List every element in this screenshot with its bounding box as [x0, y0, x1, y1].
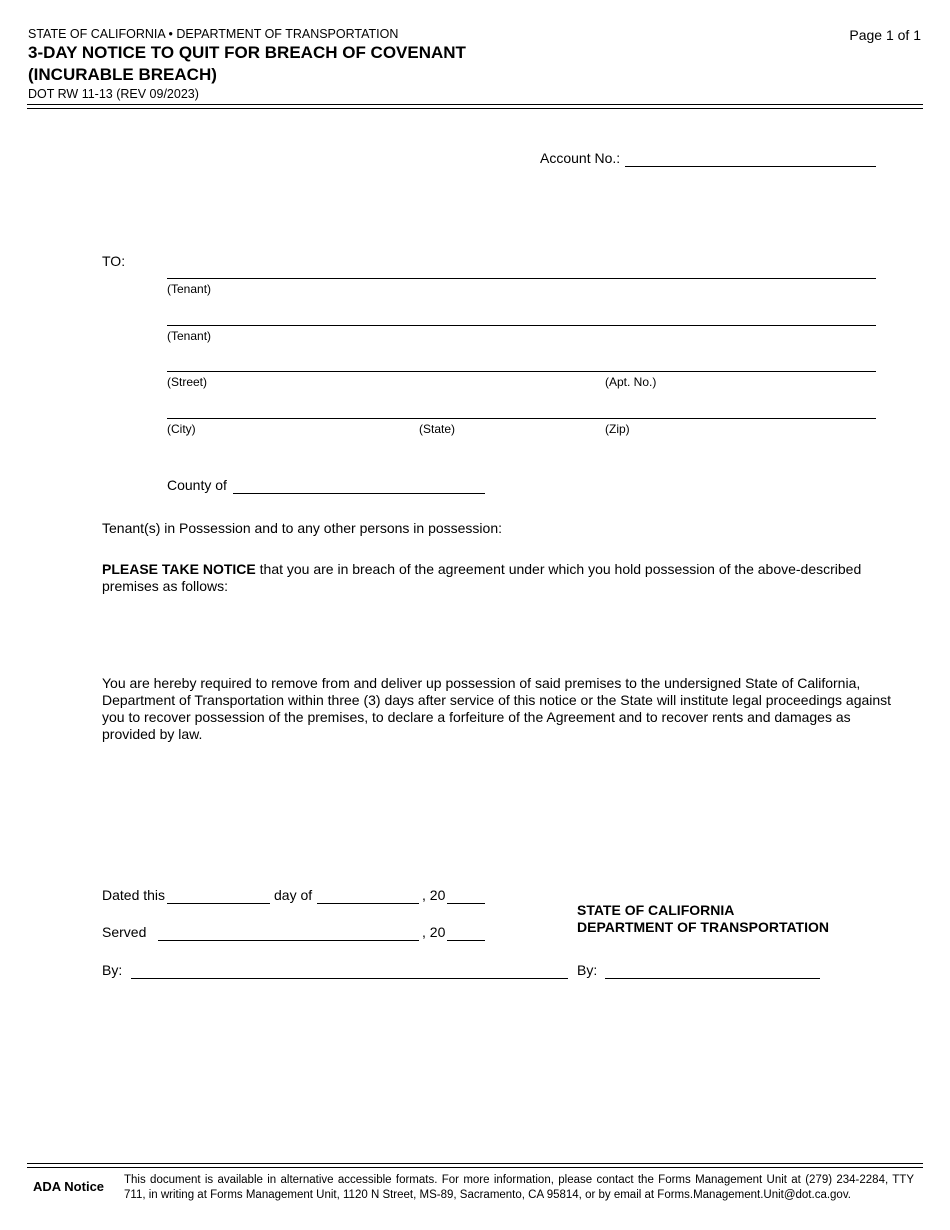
street-caption: (Street): [167, 375, 208, 389]
agency-signature-line1: STATE OF CALIFORNIA: [577, 902, 735, 918]
tenant-2-caption: (Tenant): [167, 329, 212, 343]
dated-year-input[interactable]: [447, 885, 485, 904]
zip-input[interactable]: [603, 400, 876, 419]
county-label: County of: [167, 477, 227, 493]
requirement-paragraph: You are hereby required to remove from and deliver up possession of said premises to the undersigned State of California, Department of Transportation within three (3) days after service of this notice or the State will institute legal proceedings against you to recover possession of the premises, to declare a forfeiture of the Agreement and to recover rents and damages as provided by law.: [102, 675, 892, 742]
apt-caption: (Apt. No.): [605, 375, 657, 389]
form-title-line1: 3-DAY NOTICE TO QUIT FOR BREACH OF COVENANT: [28, 43, 466, 62]
notice-bold: PLEASE TAKE NOTICE: [102, 561, 256, 577]
header-divider-top: [27, 104, 923, 105]
agency-signature-line2: DEPARTMENT OF TRANSPORTATION: [577, 919, 829, 935]
form-title-line2: (INCURABLE BREACH): [28, 65, 217, 84]
notice-rest: that you are in breach of the agreement under which you hold possession of the above-described premises as follows:: [102, 561, 862, 594]
tenant-1-caption: (Tenant): [167, 282, 212, 296]
year-prefix-2: , 20: [422, 924, 446, 940]
state-input[interactable]: [417, 400, 603, 419]
agency-signature-input[interactable]: [605, 960, 820, 979]
possession-text: Tenant(s) in Possession and to any other persons in possession:: [102, 520, 503, 536]
tenant-1-input[interactable]: [167, 260, 876, 279]
form-number: DOT RW 11-13 (REV 09/2023): [28, 87, 199, 101]
tenant-2-input[interactable]: [167, 307, 876, 326]
account-label: Account No.:: [540, 150, 621, 166]
breach-description-input[interactable]: [102, 598, 896, 674]
by-label-right: By:: [577, 962, 598, 978]
header-divider-bottom: [27, 108, 923, 109]
ada-notice-label: ADA Notice: [33, 1179, 105, 1194]
footer-divider-bottom: [27, 1167, 923, 1168]
day-of-label: day of: [274, 887, 313, 903]
ada-notice-text: This document is available in alternative accessible formats. For more information, please contact the Forms Management Unit at (279) 234-2284, TTY 711, in writing at Forms Management Unit, 1120 N Street, MS-89, Sacramento, CA 95814, or by email at Forms.Management.Unit@dot.ca.gov.: [124, 1174, 914, 1201]
city-input[interactable]: [167, 400, 417, 419]
county-input[interactable]: [233, 475, 485, 494]
served-label: Served: [102, 924, 147, 940]
apt-number-input[interactable]: [603, 353, 876, 372]
served-date-input[interactable]: [158, 922, 419, 941]
city-caption: (City): [167, 422, 196, 436]
dated-month-input[interactable]: [317, 885, 419, 904]
account-number-input[interactable]: [625, 148, 876, 167]
server-signature-input[interactable]: [131, 960, 568, 979]
footer-divider-top: [27, 1163, 923, 1164]
page-indicator: Page 1 of 1: [849, 27, 921, 43]
served-year-input[interactable]: [447, 922, 485, 941]
by-label-left: By:: [102, 962, 123, 978]
year-prefix-1: , 20: [422, 887, 446, 903]
zip-caption: (Zip): [605, 422, 630, 436]
state-caption: (State): [419, 422, 456, 436]
street-input[interactable]: [167, 353, 603, 372]
dated-day-input[interactable]: [167, 885, 270, 904]
notice-paragraph: [102, 561, 892, 595]
to-label: TO:: [102, 253, 126, 269]
dated-this-label: Dated this: [102, 887, 166, 903]
agency-header: STATE OF CALIFORNIA • DEPARTMENT OF TRANSPORTATION: [28, 27, 399, 41]
